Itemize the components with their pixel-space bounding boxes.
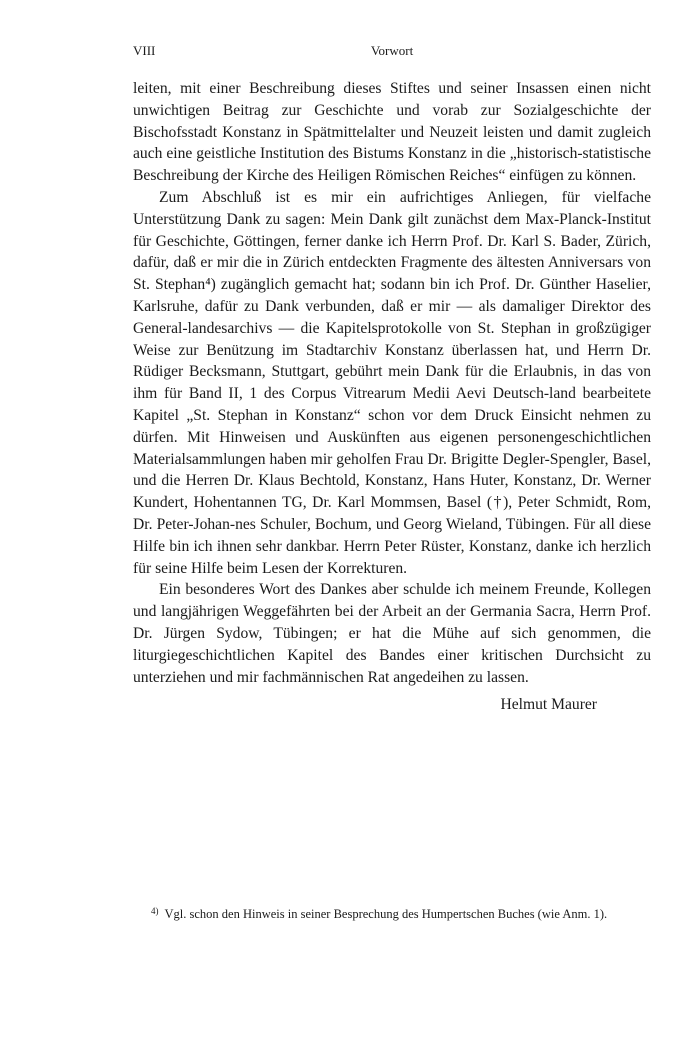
- paragraph-1: leiten, mit einer Beschreibung dieses Stiftes und seiner Insassen einen nicht unwichtigen Beitrag zur Geschichte und vorab zur Sozialgeschichte der Bischofsstadt Konstanz in Spätmittelalter und Neuzeit leisten und damit zugleich auch eine geistliche Institution des Bistums Konstanz in die „historisch-statistische Beschreibung der Kirche des Heiligen Römischen Reiches“ einfügen zu können.: [133, 80, 651, 185]
- footnote-mark: 4): [151, 906, 159, 916]
- body-text: [133, 78, 651, 716]
- author-signature: Helmut Maurer: [500, 696, 597, 714]
- footnote: [133, 902, 651, 923]
- paragraph-3: Ein besonderes Wort des Dankes aber schulde ich meinem Freunde, Kollegen und langjährigen Weggefährten bei der Arbeit an der Germania Sacra, Herrn Prof. Dr. Jürgen Sydow, Tübingen; er hat die Mühe auf sich genommen, die liturgiegeschichtlichen Kapitel des Bandes einer kritischen Durchsicht zu unterziehen und mir fachmännischen Rat angedeihen zu lassen.: [133, 581, 651, 686]
- page-number: VIII: [133, 43, 156, 58]
- running-head: [133, 43, 651, 63]
- paragraph-2: Zum Abschluß ist es mir ein aufrichtiges Anliegen, für vielfache Unterstützung Dank zu sagen: Mein Dank gilt zunächst dem Max-Planck-Institut für Geschichte, Göttingen, ferner danke ich Herrn Prof. Dr. Karl S. Bader, Zürich, dafür, daß er mir die in Zürich entdeckten Fragmente des ältesten Anniversars von St. Stephan⁴) zugänglich gemacht hat; sodann bin ich Prof. Dr. Günther Haselier, Karlsruhe, dafür zu Dank verbunden, daß er mir — als damaliger Direktor des General-landesarchivs — die Kapitelsprotokolle von St. Stephan in großzügiger Weise zur Benützung im Stadtarchiv Konstanz überlassen hat, und Herrn Dr. Rüdiger Becksmann, Stuttgart, gebührt mein Dank für die Erlaubnis, in das von ihm für Band II, 1 des Corpus Vitrearum Medii Aevi Deutsch-land bearbeitete Kapitel „St. Stephan in Konstanz“ schon vor dem Druck Einsicht nehmen zu dürfen. Mit Hinweisen und Auskünften aus eigenen personengeschichtlichen Materialsammlungen haben mir geholfen Frau Dr. Brigitte Degler-Spengler, Basel, und die Herren Dr. Klaus Bechtold, Konstanz, Hans Huter, Konstanz, Dr. Werner Kundert, Hohentannen TG, Dr. Karl Mommsen, Basel (†), Peter Schmidt, Rom, Dr. Peter-Johan-nes Schuler, Bochum, und Georg Wieland, Tübingen. Für all diese Hilfe bin ich ihnen sehr dankbar. Herrn Peter Rüster, Konstanz, danke ich herzlich für seine Hilfe beim Lesen der Korrekturen.: [133, 188, 651, 577]
- footnote-text: Vgl. schon den Hinweis in seiner Besprechung des Humpertschen Buches (wie Anm. 1).: [164, 907, 608, 921]
- running-title: Vorwort: [370, 43, 414, 58]
